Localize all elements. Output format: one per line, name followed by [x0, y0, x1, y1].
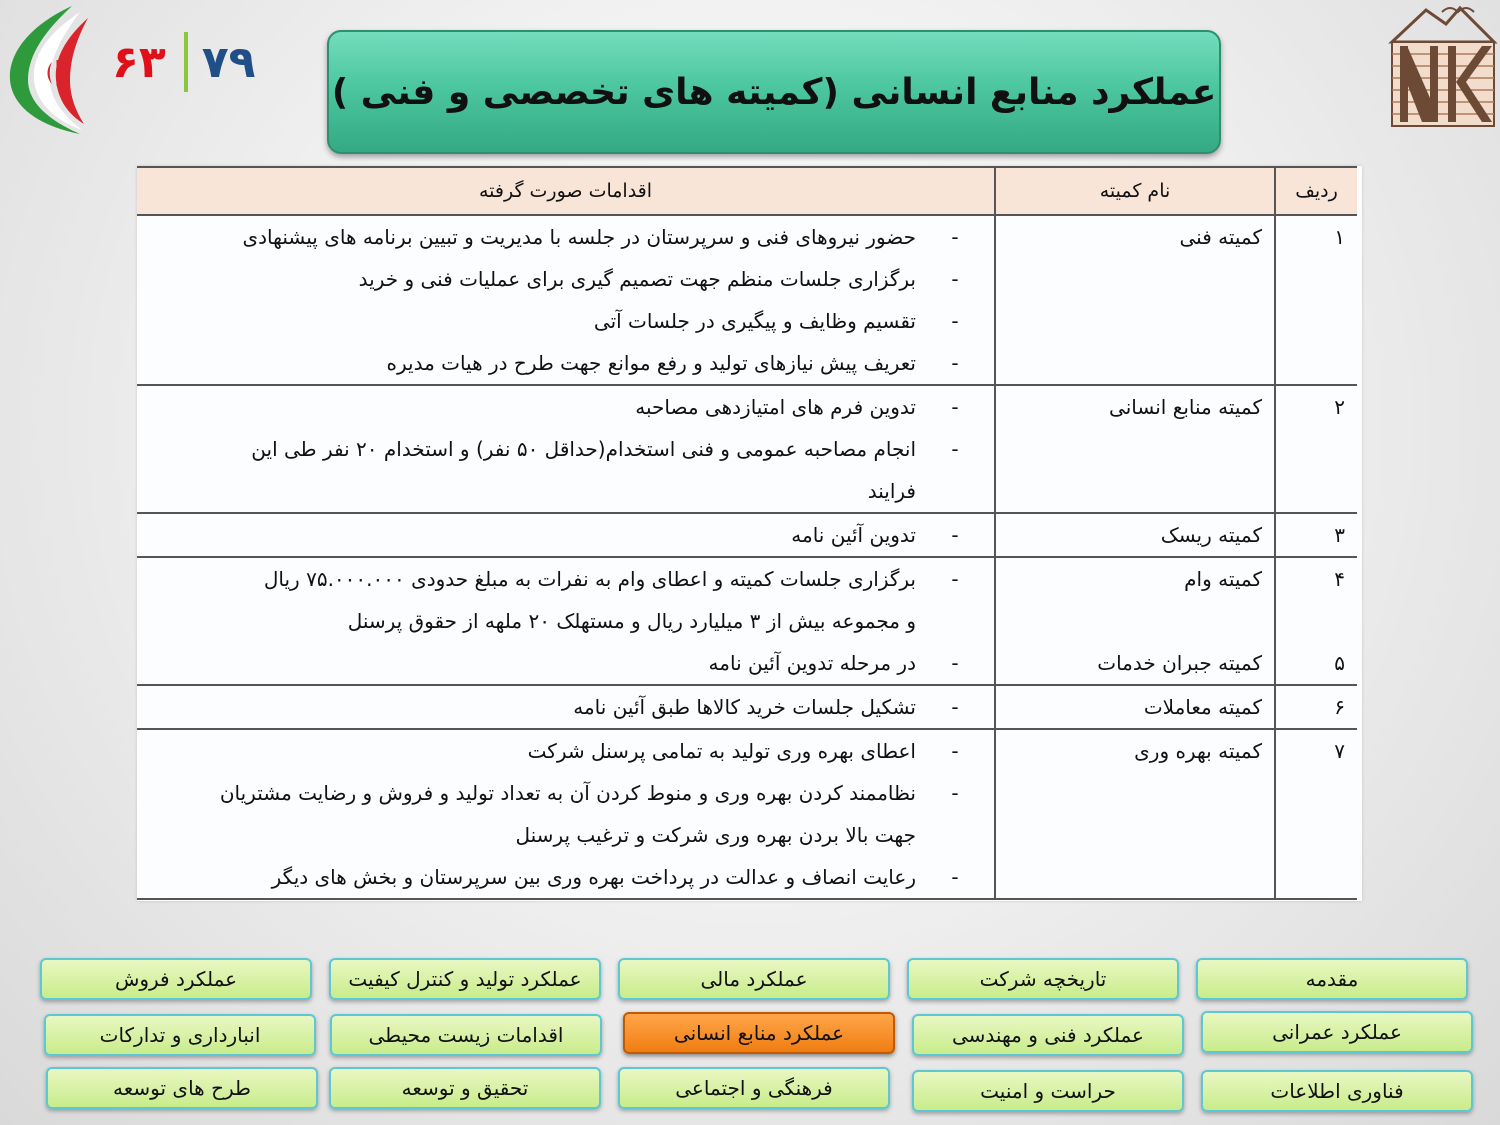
table-row — [137, 729, 1357, 899]
nav-civil-button[interactable]: عملکرد عمرانی — [1201, 1011, 1473, 1053]
year-numbers — [112, 30, 255, 94]
action-item — [137, 386, 994, 428]
row-number: ۲ — [1334, 395, 1345, 419]
table-row — [137, 215, 1357, 385]
action-text: تقسیم وظایف و پیگیری در جلسات آتی — [593, 309, 916, 333]
action-item — [137, 216, 994, 258]
year-blue: ۷۹ — [201, 36, 256, 88]
nav-research-button[interactable]: تحقیق و توسعه — [329, 1067, 601, 1109]
company-logo-icon — [1386, 2, 1498, 128]
committees-table — [137, 166, 1357, 900]
committee-name: کمیته ریسک — [1160, 523, 1262, 547]
row-number: ۷ — [1334, 739, 1345, 763]
action-item — [137, 558, 994, 642]
committee-name: کمیته وام — [1184, 567, 1262, 591]
header-row-number: ردیف — [1275, 167, 1357, 215]
row-number: ۱ — [1334, 225, 1345, 249]
action-item — [137, 686, 994, 728]
action-text: برگزاری جلسات منظم جهت تصمیم گیری برای عملیات فنی و خرید — [358, 267, 916, 291]
action-item — [137, 642, 994, 684]
table-row — [137, 513, 1357, 557]
nav-hr-button[interactable]: عملکرد منابع انسانی — [623, 1012, 895, 1054]
committee-name: کمیته معاملات — [1143, 695, 1262, 719]
nav-security-button[interactable]: حراست و امنیت — [912, 1070, 1184, 1112]
action-text: در مرحله تدوین آئین نامه — [708, 651, 916, 675]
nav-development-button[interactable]: طرح های توسعه — [46, 1067, 318, 1109]
bullet-dash: - — [951, 395, 959, 419]
action-text: برگزاری جلسات کمیته و اعطای وام به نفرات به مبلغ حدودی ۷۵.۰۰۰.۰۰۰ ریال — [263, 567, 916, 591]
nav-culture-button[interactable]: فرهنگی و اجتماعی — [618, 1067, 890, 1109]
year-red: ۶۳ — [112, 36, 166, 88]
committee-name: کمیته منابع انسانی — [1109, 395, 1262, 419]
row-number: ۶ — [1334, 695, 1345, 719]
action-text-continued: جهت بالا بردن بهره وری شرکت و ترغیب پرسنل — [515, 823, 916, 847]
nav-sales-button[interactable]: عملکرد فروش — [40, 958, 312, 1000]
nav-environment-button[interactable]: اقدامات زیست محیطی — [330, 1014, 602, 1056]
nav-financial-button[interactable]: عملکرد مالی — [618, 958, 890, 1000]
bullet-dash: - — [951, 225, 959, 249]
action-text-continued: و مجموعه بیش از ۳ میلیارد ریال و مستهلک ۲۰ ملهه از حقوق پرسنل — [347, 609, 916, 633]
action-text-continued: فرایند — [867, 479, 916, 503]
action-text: انجام مصاحبه عمومی و فنی استخدام(حداقل ۵۰ نفر) و استخدام ۲۰ نفر طی این — [251, 437, 916, 461]
action-text: تشکیل جلسات خرید کالاها طبق آئین نامه — [573, 695, 916, 719]
year-separator — [184, 32, 188, 92]
bullet-dash: - — [951, 523, 959, 547]
action-item — [137, 514, 994, 556]
table-row — [137, 385, 1357, 513]
bullet-dash: - — [951, 351, 959, 375]
action-item — [137, 258, 994, 300]
page-title: عملکرد منابع انسانی (کمیته های تخصصی و فنی ) — [331, 71, 1217, 113]
action-item — [137, 772, 994, 856]
nav-warehouse-button[interactable]: انبارداری و تدارکات — [44, 1014, 316, 1056]
committee-name: کمیته جبران خدمات — [1097, 651, 1262, 675]
committees-table-container — [137, 166, 1362, 901]
bullet-dash: - — [951, 567, 959, 591]
bullet-dash: - — [951, 695, 959, 719]
bullet-dash: - — [951, 651, 959, 675]
table-row — [137, 685, 1357, 729]
action-item — [137, 428, 994, 512]
header-committee-name: نام کمیته — [995, 167, 1275, 215]
table-row — [137, 557, 1357, 685]
action-item — [137, 856, 994, 898]
action-text: حضور نیروهای فنی و سرپرستان در جلسه با مدیریت و تبیین برنامه های پیشنهادی — [242, 225, 916, 249]
action-text: نظاممند کردن بهره وری و منوط کردن آن به تعداد تولید و فروش و رضایت مشتریان — [219, 781, 916, 805]
page-title-banner — [327, 30, 1221, 154]
nav-engineering-button[interactable]: عملکرد فنی و مهندسی — [912, 1014, 1184, 1056]
action-text: رعایت انصاف و عدالت در پرداخت بهره وری بین سرپرستان و بخش های دیگر — [271, 865, 916, 889]
row-number: ۵ — [1334, 651, 1345, 675]
committee-name: کمیته فنی — [1179, 225, 1262, 249]
table-header-row — [137, 167, 1357, 215]
action-item — [137, 342, 994, 384]
nav-production-button[interactable]: عملکرد تولید و کنترل کیفیت — [329, 958, 601, 1000]
flag-logo-icon — [2, 2, 94, 134]
bullet-dash: - — [951, 437, 959, 461]
committee-name: کمیته بهره وری — [1134, 739, 1262, 763]
action-item — [137, 300, 994, 342]
action-text: تدوین فرم های امتیازدهی مصاحبه — [635, 395, 916, 419]
nav-intro-button[interactable]: مقدمه — [1196, 958, 1468, 1000]
action-text: تدوین آئین نامه — [791, 523, 916, 547]
bullet-dash: - — [951, 739, 959, 763]
row-number: ۳ — [1334, 523, 1345, 547]
action-text: اعطای بهره وری تولید به تمامی پرسنل شرکت — [527, 739, 916, 763]
nav-history-button[interactable]: تاریخچه شرکت — [907, 958, 1179, 1000]
action-text: تعریف پیش نیازهای تولید و رفع موانع جهت طرح در هیات مدیره — [386, 351, 916, 375]
bullet-dash: - — [951, 865, 959, 889]
bullet-dash: - — [951, 267, 959, 291]
nav-it-button[interactable]: فناوری اطلاعات — [1201, 1070, 1473, 1112]
bullet-dash: - — [951, 781, 959, 805]
row-number: ۴ — [1334, 567, 1345, 591]
action-item — [137, 730, 994, 772]
bullet-dash: - — [951, 309, 959, 333]
header-actions: اقدامات صورت گرفته — [137, 167, 995, 215]
